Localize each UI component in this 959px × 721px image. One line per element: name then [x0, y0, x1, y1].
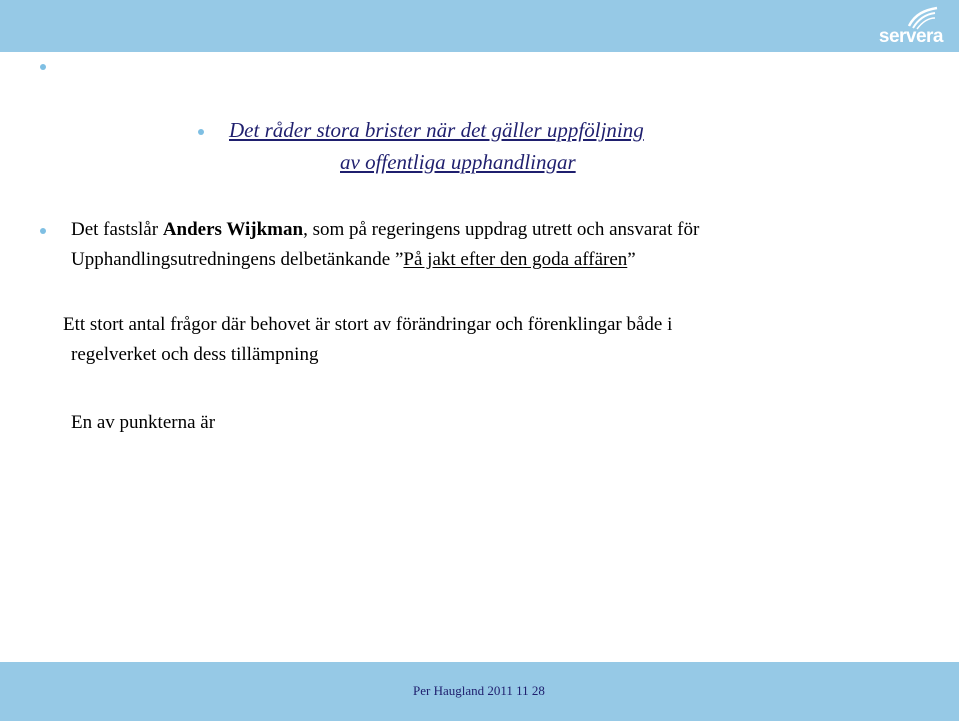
header-band	[0, 0, 959, 52]
footer-text: Per Haugland 2011 11 28	[413, 683, 545, 698]
title-line-2: av offentliga upphandlingar	[340, 150, 576, 174]
line2-start: Upphandlingsutredningens delbetänkande	[71, 249, 395, 270]
quote-open: ”	[394, 249, 404, 270]
title-bullet	[198, 129, 204, 135]
paragraph2-line2: regelverket och dess tillämpning	[71, 344, 319, 365]
servera-logo	[873, 6, 943, 50]
intro-rest: , som på regeringens uppdrag utrett och ansvarat för	[303, 219, 700, 240]
paragraph-bullet	[40, 228, 46, 234]
person-name: Anders Wijkman	[162, 219, 304, 240]
quote-close: ”	[627, 249, 636, 270]
intro-text: Det fastslår	[71, 219, 163, 240]
paragraph1-line2	[71, 249, 636, 271]
report-title: På jakt efter den goda affären	[403, 249, 628, 270]
paragraph2-line1: Ett stort antal frågor där behovet är stort av förändringar och förenklingar både i	[63, 314, 673, 335]
title-line-1: Det råder stora brister när det gäller uppföljning	[229, 118, 644, 142]
logo-text: servera	[878, 26, 943, 47]
paragraph3-line1: En av punkterna är	[71, 412, 216, 433]
paragraph1-line1	[71, 219, 699, 241]
empty-bullet	[40, 64, 46, 70]
